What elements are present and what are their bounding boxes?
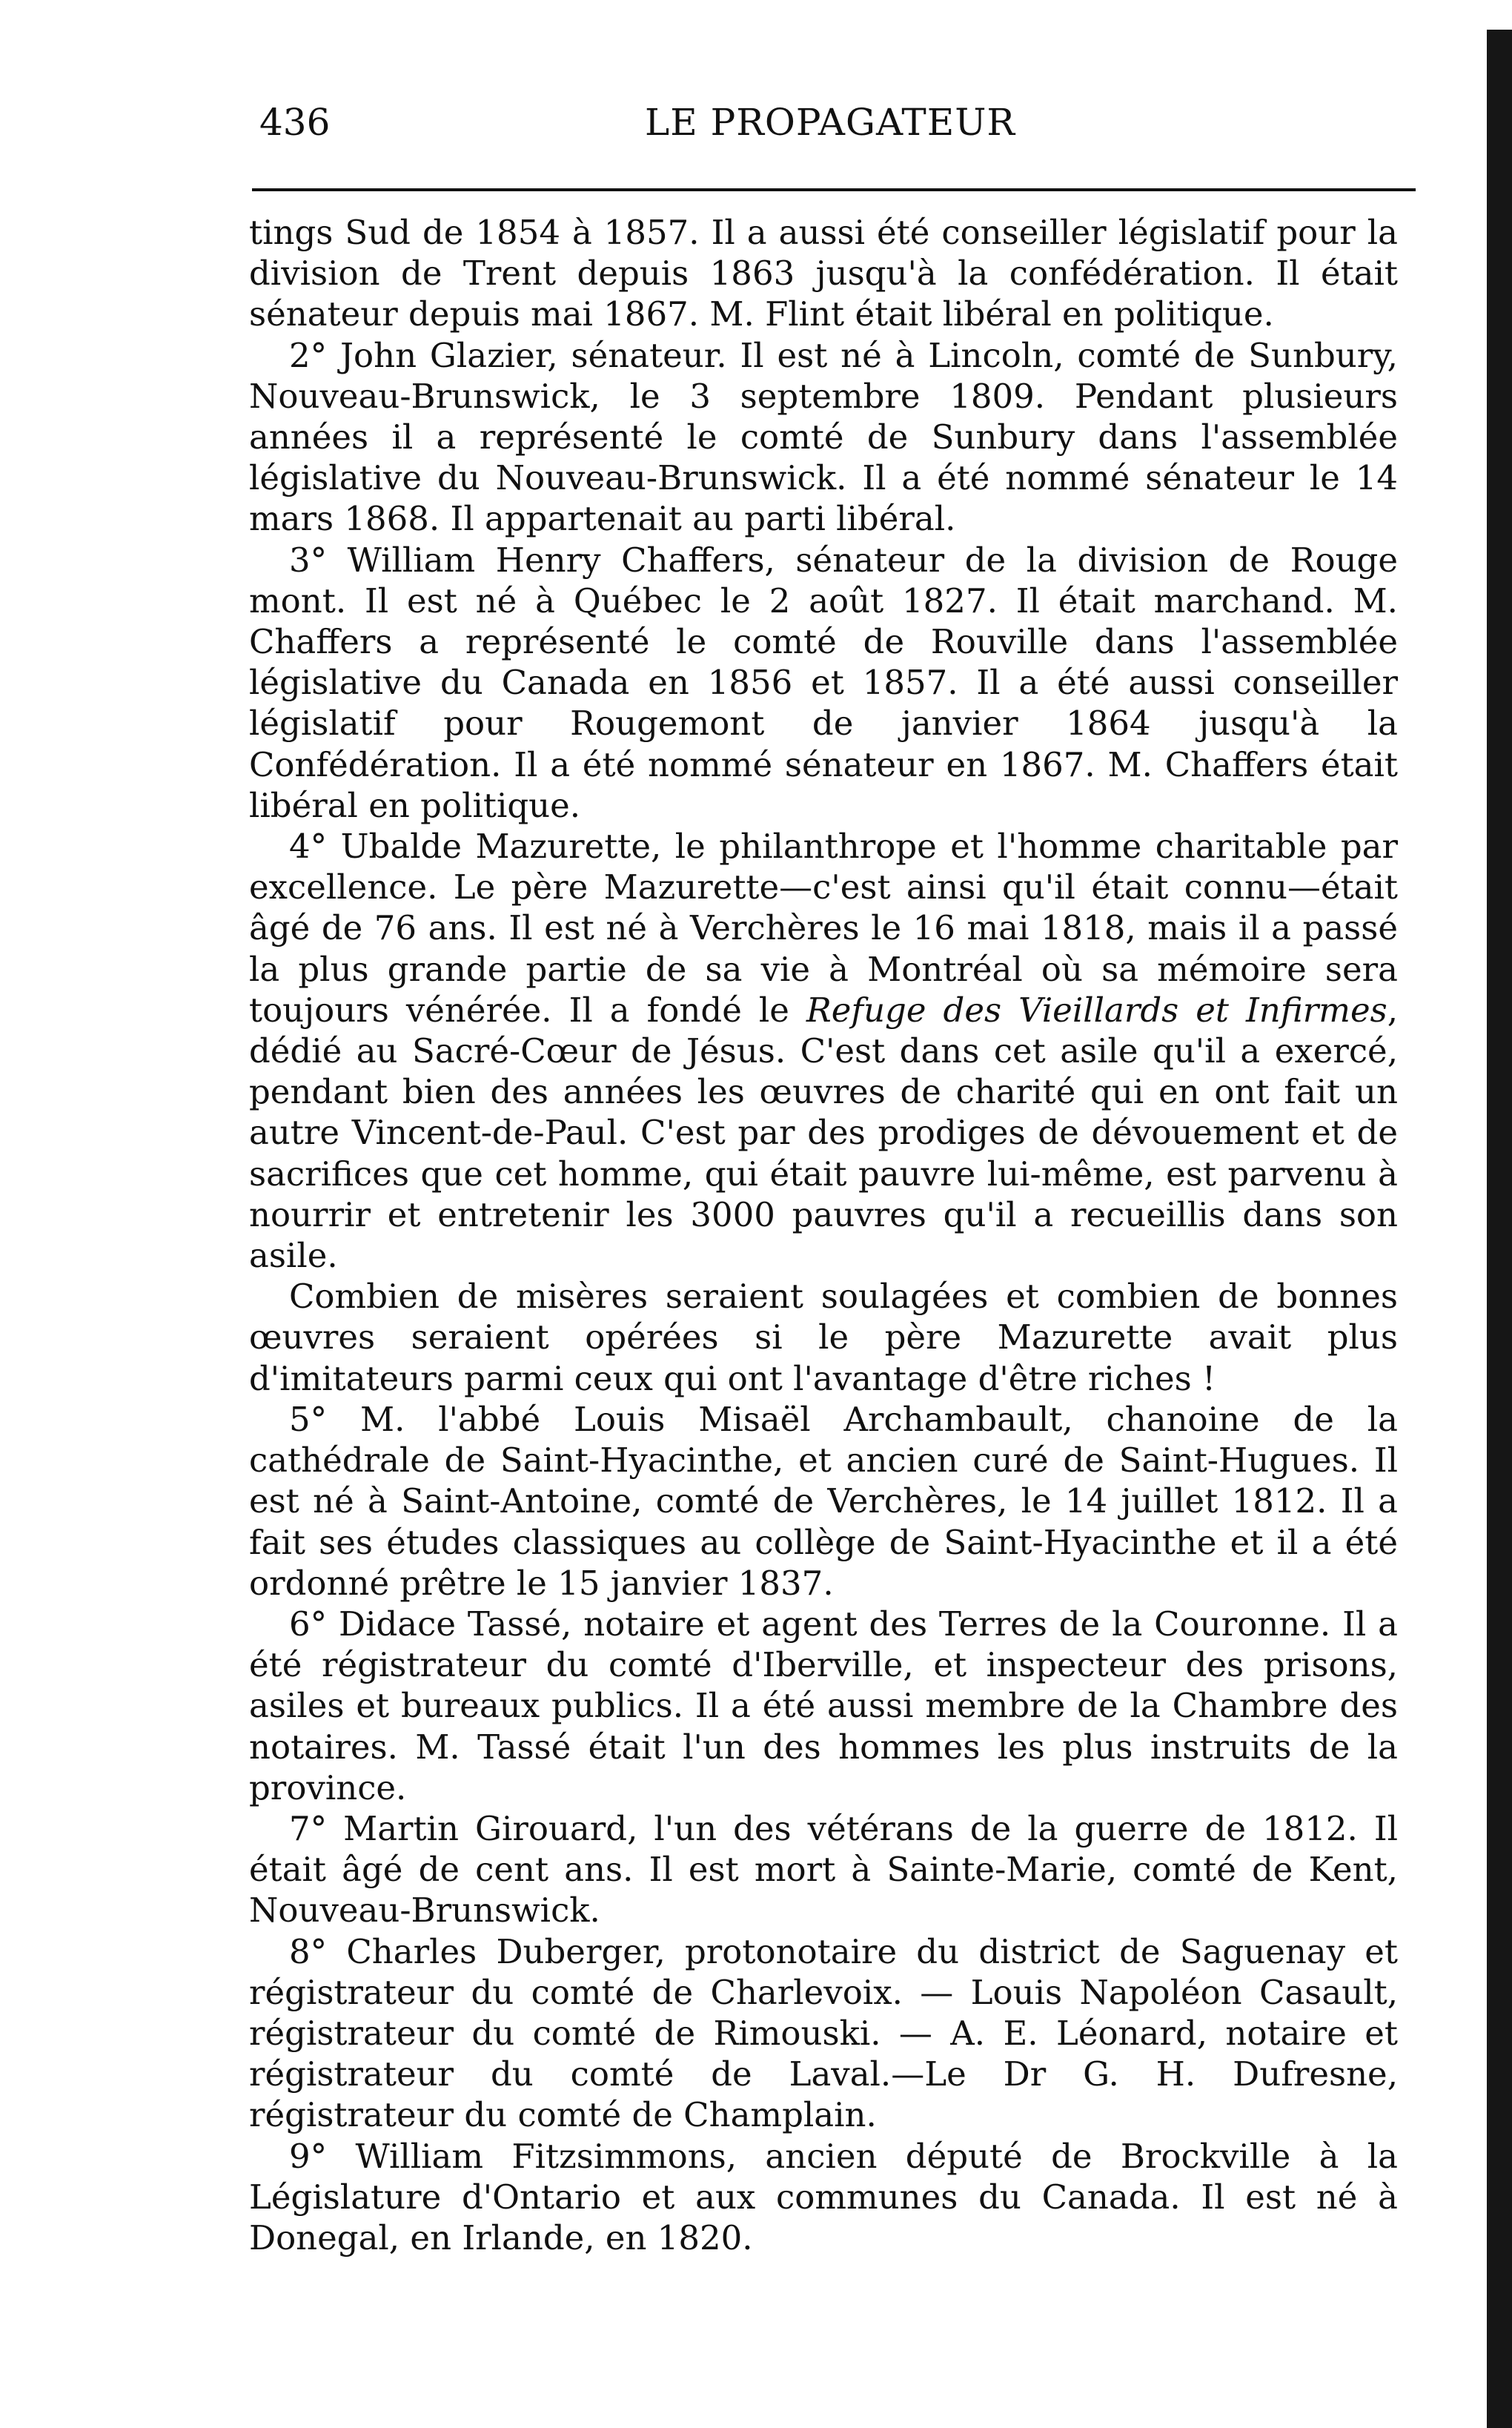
running-title: LE PROPAGATEUR xyxy=(645,101,1015,144)
paragraph-glazier: 2° John Glazier, sénateur. Il est né à Lincoln, comté de Sunbury, Nouveau-Brunswick, le 3 septembre 1809. Pendant plusieurs années il a représenté le comté de Sunbury dans l'assemblée législative du Nouveau-Brunswick. Il a été nommé sénateur le 14 mars 1868. Il appartenait au parti libéral. xyxy=(249,335,1398,539)
page-edge-shadow xyxy=(1487,30,1512,2428)
paragraph-tasse: 6° Didace Tassé, notaire et agent des Terres de la Couronne. Il a été régistrateur du comté d'Iberville, et inspecteur des prisons, asiles et bureaux publics. Il a été aussi membre de la Chambre des notaires. M. Tassé était l'un des hommes les plus instruits de la province. xyxy=(249,1604,1398,1807)
mazurette-text-start: 4° Ubalde Mazurette, le philanthrope et l'homme charitable par excellence. Le père Mazurette—c'est ainsi qu'il était connu—était âgé de 76 ans. Il est né à Verchères le 16 mai 1818, mais il a passé la plus grande partie de sa vie à Montréal où sa mémoire sera toujours vénérée. Il a fondé le xyxy=(249,827,1398,1030)
paragraph-duberger: 8° Charles Duberger, protonotaire du district de Saguenay et régistrateur du comté de Charlevoix. — Louis Napoléon Casault, régistrateur du comté de Rimouski. — A. E. Léonard, notaire et régistrateur du comté de Laval.—Le Dr G. H. Dufresne, régistrateur du comté de Champlain. xyxy=(249,1931,1398,2135)
paragraph-continuation: tings Sud de 1854 à 1857. Il a aussi été conseiller législatif pour la division de Trent depuis 1863 jusqu'à la confédération. Il était sénateur depuis mai 1867. M. Flint était libéral en politique. xyxy=(249,213,1398,334)
header-rule xyxy=(252,188,1416,191)
paragraph-archambault: 5° M. l'abbé Louis Misaël Archambault, chanoine de la cathédrale de Saint-Hyacinthe, et ancien curé de Saint-Hugues. Il est né à Saint-Antoine, comté de Verchères, le 14 juillet 1812. Il a fait ses études classiques au collège de Saint-Hyacinthe et il a été ordonné prêtre le 15 janvier 1837. xyxy=(249,1399,1398,1603)
page-number: 436 xyxy=(259,101,331,144)
paragraph-girouard: 7° Martin Girouard, l'un des vétérans de la guerre de 1812. Il était âgé de cent ans. Il est mort à Sainte-Marie, comté de Kent, Nouveau-Brunswick. xyxy=(249,1808,1398,1931)
paragraph-fitzsimmons: 9° William Fitzsimmons, ancien député de Brockville à la Législature d'Ontario et aux communes du Canada. Il est né à Donegal, en Irlande, en 1820. xyxy=(249,2136,1398,2257)
paragraph-miseres: Combien de misères seraient soulagées et combien de bonnes œuvres seraient opérées si le père Mazurette avait plus d'imitateurs parmi ceux qui ont l'avantage d'être riches ! xyxy=(249,1277,1398,1398)
page-header xyxy=(252,96,1408,148)
mazurette-text-end: , dédié au Sacré-Cœur de Jésus. C'est dans cet asile qu'il a exercé, pendant bien des années les œuvres de charité qui en ont fait un autre Vincent-de-Paul. C'est par des prodiges de dévouement et de sacrifices que cet homme, qui était pauvre lui-même, est parvenu à nourrir et entretenir les 3000 pauvres qu'il a recueillis dans son asile. xyxy=(249,990,1398,1276)
paragraph-mazurette xyxy=(249,826,1398,1276)
refuge-name: Refuge des Vieillards et Infirmes xyxy=(806,990,1387,1030)
body-text xyxy=(249,212,1398,2258)
paragraph-chaffers: 3° William Henry Chaffers, sénateur de la division de Rouge mont. Il est né à Québec le 2 août 1827. Il était marchand. M. Chaffers a représenté le comté de Rouville dans l'assemblée législative du Canada en 1856 et 1857. Il a été aussi conseiller législatif pour Rougemont de janvier 1864 jusqu'à la Confédération. Il a été nommé sénateur en 1867. M. Chaffers était libéral en politique. xyxy=(249,540,1398,825)
